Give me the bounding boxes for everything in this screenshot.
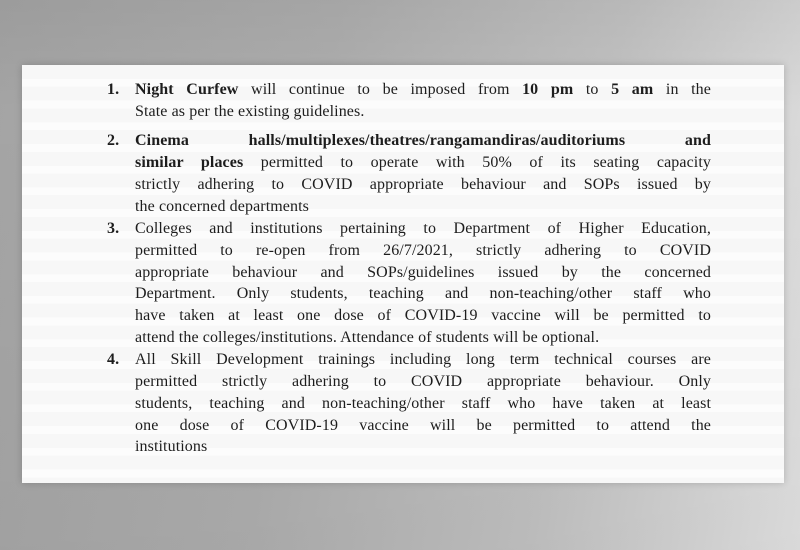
item-line xyxy=(135,393,711,415)
item-line xyxy=(135,283,711,305)
item-body xyxy=(135,218,711,348)
item-line xyxy=(135,349,711,371)
item-line xyxy=(135,436,711,458)
text-run: strictly adhering to COVID appropriate behaviour and SOPs issued by xyxy=(135,175,711,193)
text-run: similar places xyxy=(135,154,244,172)
text-run: permitted to operate with 50% of its seating capacity xyxy=(243,154,711,172)
item-body xyxy=(135,79,711,122)
item-line xyxy=(135,101,711,123)
text-run: Department. Only students, teaching and non-teaching/other staff who xyxy=(135,285,711,303)
text-run: appropriate behaviour and SOPs/guidelines issued by the concerned xyxy=(135,263,711,281)
text-run: will continue to be imposed from xyxy=(238,81,523,98)
item-line xyxy=(135,218,711,240)
item-line xyxy=(135,130,711,152)
item-line xyxy=(135,196,711,218)
text-run: one dose of COVID-19 vaccine will be permitted to attend the xyxy=(135,416,711,434)
item-line xyxy=(135,262,711,284)
item-body xyxy=(135,130,711,217)
list-item xyxy=(107,218,711,348)
guidelines-list xyxy=(107,79,711,459)
list-item xyxy=(107,79,711,122)
item-number: 4. xyxy=(107,351,120,369)
text-run: attend the colleges/institutions. Attendance of students will be optional. xyxy=(135,328,600,346)
text-run: permitted to re-open from 26/7/2021, strictly adhering to COVID xyxy=(135,241,711,259)
text-run: Colleges and institutions pertaining to Department of Higher Education, xyxy=(135,220,711,238)
list-item xyxy=(107,130,711,217)
text-run: the concerned departments xyxy=(135,197,309,215)
text-run: permitted strictly adhering to COVID appropriate behaviour. Only xyxy=(135,373,711,391)
text-run: in the xyxy=(653,81,711,98)
item-body xyxy=(135,349,711,458)
text-run: 5 am xyxy=(611,81,654,98)
item-line xyxy=(135,79,711,101)
text-run: Cinema halls/multiplexes/theatres/rangamandiras/auditoriums and xyxy=(135,132,711,150)
text-run: State as per the existing guidelines. xyxy=(135,102,365,120)
item-number: 2. xyxy=(107,132,120,150)
text-run: to xyxy=(573,81,612,98)
item-line xyxy=(135,240,711,262)
list-item xyxy=(107,349,711,458)
document-page xyxy=(22,65,784,483)
item-number: 1. xyxy=(107,81,120,98)
item-line xyxy=(135,415,711,437)
item-line xyxy=(135,371,711,393)
item-line xyxy=(135,152,711,174)
item-line xyxy=(135,305,711,327)
text-run: students, teaching and non-teaching/other staff who have taken at least xyxy=(135,394,711,412)
item-line xyxy=(135,327,711,349)
text-run: have taken at least one dose of COVID-19 vaccine will be permitted to xyxy=(135,307,711,325)
text-run: 10 pm xyxy=(522,81,574,98)
text-run: Night Curfew xyxy=(135,81,239,98)
item-line xyxy=(135,174,711,196)
item-number: 3. xyxy=(107,220,120,238)
text-run: institutions xyxy=(135,438,208,456)
text-run: All Skill Development trainings including long term technical courses are xyxy=(135,351,711,369)
